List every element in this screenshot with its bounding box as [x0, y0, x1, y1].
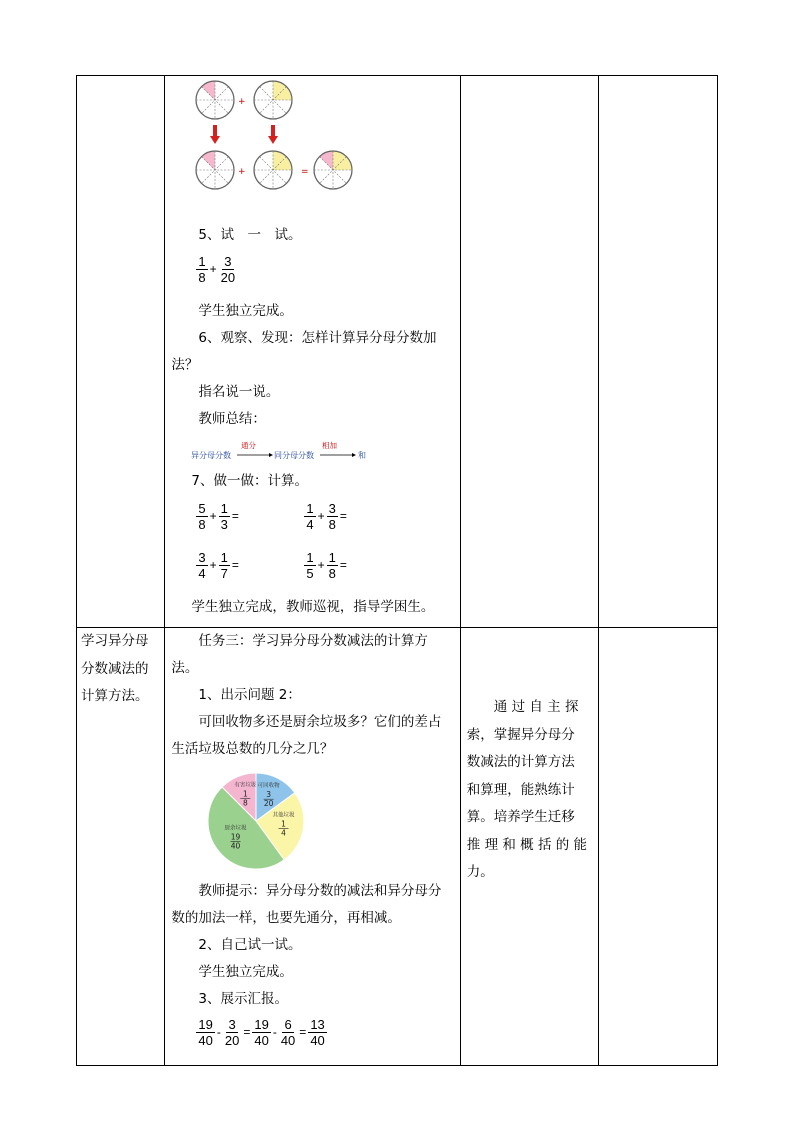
goal-line: 数减法的计算方法	[466, 754, 575, 770]
step3-text: 3、展示汇报。	[198, 991, 288, 1007]
fraction: $\frac{1}{8}$	[198, 254, 206, 285]
step6-line1: 6、观察、发现：怎样计算异分母分数加	[198, 330, 437, 346]
exercise-3: $\frac{3}{4}$ + $\frac{1}{7}$ =	[198, 550, 239, 581]
pie-slice-label: 厨余垃圾	[224, 825, 247, 832]
plus-sign: +	[238, 97, 246, 107]
step7-text: 7、做一做：计算。	[191, 473, 308, 489]
cell-empty-notes	[599, 76, 718, 628]
circle-two-eighths	[254, 151, 292, 189]
lesson-plan-table	[76, 75, 718, 1066]
pie-slice-numerator: 1	[281, 819, 287, 829]
exercise-4: $\frac{1}{5}$ + $\frac{1}{8}$ =	[306, 550, 347, 581]
goal-line: 通 过 自 主 探	[493, 699, 579, 715]
hint-line1: 教师提示：异分母分数的减法和异分母分	[198, 883, 442, 899]
cell-empty-notes-2	[599, 628, 718, 1066]
step1-text: 1、出示问题 2：	[198, 687, 301, 703]
step6-line2: 法？	[171, 357, 199, 373]
circle-one-eighth-b	[196, 151, 234, 189]
task3-line1: 任务三：学习异分母分数减法的计算方	[198, 633, 428, 649]
self-done-text: 学生独立完成。	[198, 303, 293, 319]
cell-process	[165, 76, 460, 628]
label-line: 学习异分母	[81, 633, 149, 649]
final-text: 学生独立完成，教师巡视，指导学困生。	[191, 599, 435, 615]
task3-line2: 法。	[171, 660, 199, 676]
table-row	[77, 76, 718, 628]
self-done-text-2: 学生独立完成。	[198, 964, 293, 980]
exercise-2: $\frac{1}{4}$ + $\frac{3}{8}$ =	[306, 501, 347, 532]
circle-result	[314, 151, 352, 189]
flow-a: 异分母分数	[191, 451, 232, 460]
pie-slice-denominator: 4	[281, 828, 287, 838]
pie-slice-label: 有害垃圾	[234, 782, 257, 789]
goal-line: 推 理 和 概 括 的 能	[466, 836, 588, 853]
circle-one-eighth	[196, 81, 234, 119]
table-row	[77, 628, 718, 1066]
pie-slice-numerator: 1	[243, 789, 249, 799]
down-arrow-icon	[210, 125, 220, 144]
exercise-1: $\frac{5}{8}$ + $\frac{1}{3}$ =	[198, 501, 239, 532]
pie-slice-label: 其他垃圾	[272, 812, 295, 819]
pie-slice-denominator: 40	[231, 841, 241, 851]
fraction-circles-figure	[195, 78, 395, 198]
label-line: 分数减法的	[81, 660, 149, 677]
summary-text: 教师总结：	[198, 411, 266, 427]
cell-empty-label	[77, 76, 165, 628]
equals-sign: =	[301, 167, 309, 177]
goal-line: 索，掌握异分母分	[466, 726, 575, 743]
say-text: 指名说一说。	[198, 384, 280, 400]
cell-empty-goal	[460, 76, 599, 628]
fraction: $\frac{3}{20}$	[220, 254, 236, 285]
goal-line: 算。培养学生迁移	[466, 809, 575, 825]
step2-text: 2、自己试一试。	[198, 937, 302, 953]
down-arrow-icon	[268, 125, 278, 144]
plus-sign: +	[238, 167, 246, 177]
flow-arrow1: 通分	[241, 441, 257, 450]
question-line1: 可回收物多还是厨余垃圾多？它们的差占	[198, 714, 442, 730]
label-line: 计算方法。	[81, 688, 149, 704]
hint-line2: 数的加法一样，也要先通分，再相减。	[171, 910, 401, 926]
pie-slice-numerator: 3	[266, 790, 272, 800]
flow-b: 同分母分数	[274, 451, 315, 460]
pie-slice-denominator: 20	[264, 799, 274, 809]
cell-goal	[460, 628, 599, 1066]
expr5: $\frac{1}{8}$ + $\frac{3}{20}$	[198, 254, 236, 285]
cell-section-label	[77, 628, 165, 1066]
circle-quarter	[254, 81, 292, 119]
summary-flow-diagram	[189, 439, 389, 463]
pie-slice-numerator: 19	[231, 832, 241, 842]
goal-line: 力。	[466, 864, 494, 880]
pie-slice-label: 可回收物	[258, 783, 281, 790]
step5-text: 5、试 一 试。	[198, 227, 302, 243]
question-line2: 生活垃圾总数的几分之几？	[171, 741, 334, 757]
subtraction-calc: $\frac{19}{40}$ - $\frac{3}{20}$ = $\frac{19}{40}$ - $\frac{6}{40}$ = $\frac{13}{40}$	[198, 1017, 325, 1048]
pie-slice-denominator: 8	[243, 798, 249, 808]
flow-arrow2: 相加	[322, 441, 338, 450]
cell-process-2	[165, 628, 460, 1066]
flow-c: 和	[358, 451, 367, 460]
goal-line: 和算理，能熟练计	[466, 781, 575, 798]
garbage-pie-chart	[201, 769, 311, 873]
